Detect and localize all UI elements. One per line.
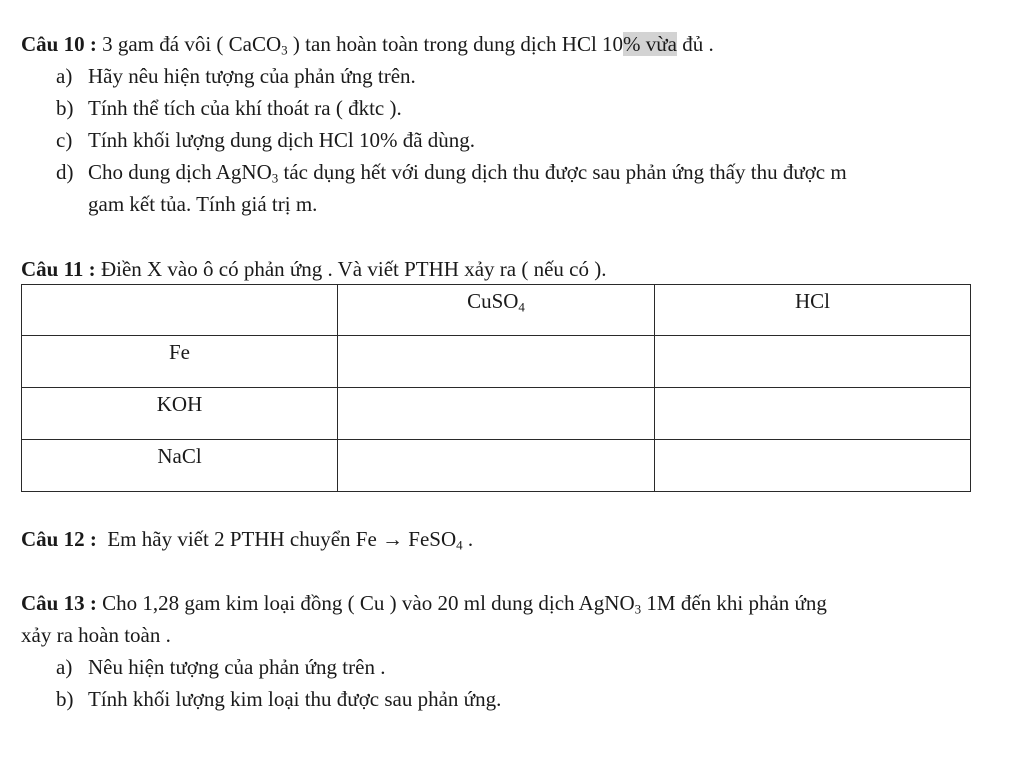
arrow-icon: → xyxy=(382,527,404,551)
q13-item-a: a) Nêu hiện tượng của phản ứng trên . xyxy=(56,655,386,679)
row-label-nacl: NaCl xyxy=(22,440,338,492)
q13-stem: Câu 13 : Cho 1,28 gam kim loại đồng ( Cu ) vào 20 ml dung dịch AgNO$_3$ 1M đến khi phản ứng xyxy=(21,591,827,617)
q10-label: Câu 10 : xyxy=(21,32,97,56)
answer-cell[interactable] xyxy=(655,440,971,492)
q13-label: Câu 13 : xyxy=(21,591,97,615)
q13-item-b: b) Tính khối lượng kim loại thu được sau phản ứng. xyxy=(56,687,502,711)
table-row xyxy=(22,440,971,492)
table-header-row xyxy=(22,285,971,336)
highlighted-text: % vừa xyxy=(623,32,677,56)
q10-stem: Câu 10 : 3 gam đá vôi ( CaCO$_3$ ) tan hoàn toàn trong dung dịch HCl 10% vừa đủ . xyxy=(21,32,714,58)
table-header-hcl: HCl xyxy=(655,285,971,336)
q10-item-d: d) Cho dung dịch AgNO$_3$ tác dụng hết với dung dịch thu được sau phản ứng thấy thu được m xyxy=(56,160,847,186)
answer-cell[interactable] xyxy=(338,440,655,492)
row-label-koh: KOH xyxy=(22,388,338,440)
row-label-fe: Fe xyxy=(22,336,338,388)
q10-item-a: a) Hãy nêu hiện tượng của phản ứng trên. xyxy=(56,64,416,88)
q11-stem: Câu 11 : Điền X vào ô có phản ứng . Và viết PTHH xảy ra ( nếu có ). xyxy=(21,257,607,281)
answer-cell[interactable] xyxy=(338,388,655,440)
q10-item-c: c) Tính khối lượng dung dịch HCl 10% đã dùng. xyxy=(56,128,476,152)
q10-item-b: b) Tính thể tích của khí thoát ra ( đktc ). xyxy=(56,96,402,120)
answer-cell[interactable] xyxy=(655,336,971,388)
q10-item-d-line2: gam kết tủa. Tính giá trị m. xyxy=(88,192,318,216)
q11-label: Câu 11 : xyxy=(21,257,96,281)
q12-label: Câu 12 : xyxy=(21,527,97,551)
reaction-table xyxy=(21,284,971,492)
q13-stem-line2: xảy ra hoàn toàn . xyxy=(21,623,171,647)
table-row xyxy=(22,336,971,388)
table-header-cuso4: CuSO$_4$ xyxy=(338,285,655,336)
answer-cell[interactable] xyxy=(655,388,971,440)
table-row xyxy=(22,388,971,440)
q12-stem: Câu 12 : Em hãy viết 2 PTHH chuyển Fe → FeSO$_4$ . xyxy=(21,527,474,553)
table-cell-empty xyxy=(22,285,338,336)
answer-cell[interactable] xyxy=(338,336,655,388)
